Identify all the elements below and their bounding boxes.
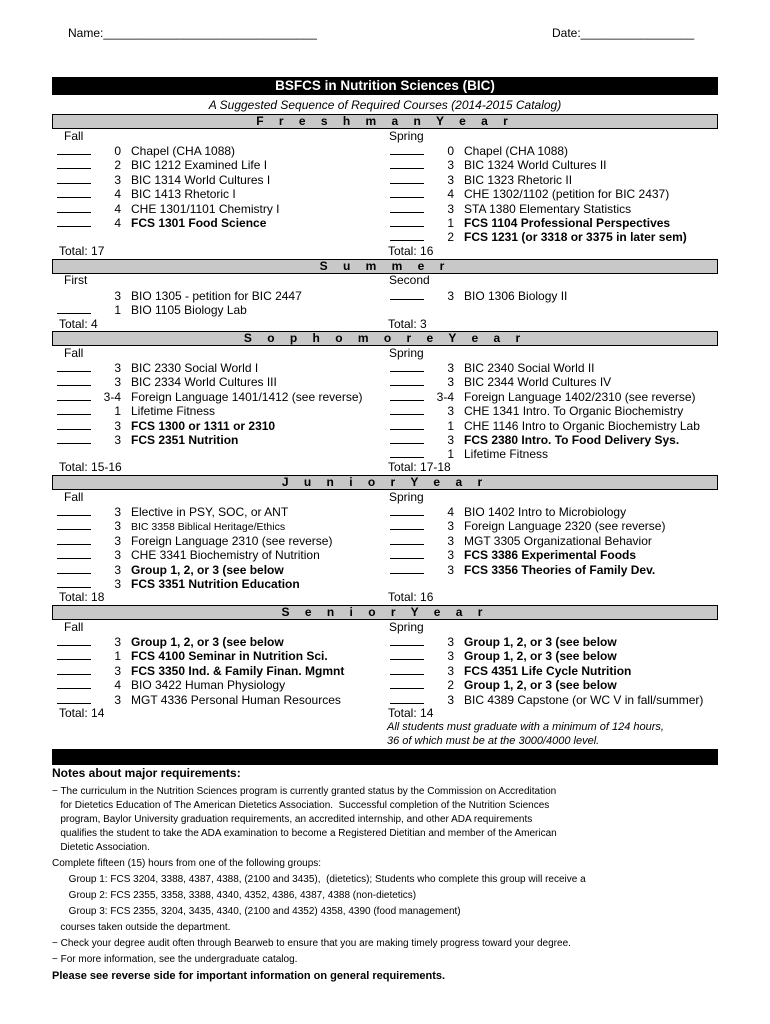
course-name: FCS 3350 Ind. & Family Finan. Mgmnt <box>131 663 345 678</box>
course-credits: 3 <box>447 361 454 375</box>
course-row <box>57 504 288 519</box>
course-row <box>390 186 669 201</box>
course-row <box>390 562 655 577</box>
course-name: BIC 2330 Social World I <box>131 361 259 375</box>
course-row <box>390 418 700 433</box>
course-name: Group 1, 2, or 3 (see below <box>464 635 617 649</box>
term-label-right: Spring <box>389 620 424 634</box>
course-check-blank[interactable] <box>57 143 91 155</box>
course-name: CHE 3341 Biochemistry of Nutrition <box>131 548 320 563</box>
course-name: BIO 1402 Intro to Microbiology <box>464 505 627 519</box>
course-row <box>57 648 328 663</box>
course-check-blank[interactable] <box>57 547 91 559</box>
notes-closing: Please see reverse side for important information on general requirements. <box>52 970 446 982</box>
course-credits: 3 <box>447 289 454 303</box>
course-row <box>390 157 607 172</box>
course-name: BIC 1324 World Cultures II <box>464 158 607 173</box>
course-check-blank[interactable] <box>390 229 424 241</box>
course-credits: 3 <box>447 533 454 548</box>
course-check-blank[interactable] <box>390 518 424 530</box>
course-check-blank[interactable] <box>390 663 424 675</box>
notes-line: for Dietetics Education of The American Dietetics Association. Successful completion of the Nutrition Sciences <box>52 800 550 811</box>
term-label-right: Spring <box>389 129 424 143</box>
course-name: BIC 1314 World Cultures I <box>131 172 271 187</box>
course-row <box>57 186 236 201</box>
course-credits: 4 <box>447 505 454 519</box>
total-right: Total: 16 <box>388 244 434 258</box>
course-row <box>57 663 344 678</box>
course-credits: 3 <box>447 663 454 678</box>
course-name: BIC 2334 World Cultures III <box>131 375 277 390</box>
course-name: BIC 1413 Rhetoric I <box>131 187 236 202</box>
course-credits: 3 <box>447 201 454 216</box>
date-field-label: Date:_________________ <box>552 26 695 40</box>
course-check-blank[interactable] <box>57 172 91 184</box>
course-check-blank[interactable] <box>390 446 424 458</box>
course-row <box>57 418 275 433</box>
course-name: BIC 2340 Social World II <box>464 361 595 375</box>
course-name: Elective in PSY, SOC, or ANT <box>131 505 289 519</box>
course-check-blank[interactable] <box>390 215 424 227</box>
course-credits: 2 <box>447 230 454 245</box>
course-row <box>390 360 595 375</box>
course-credits: 1 <box>447 447 454 462</box>
course-credits: 3 <box>447 649 454 664</box>
course-credits: 3 <box>114 418 121 433</box>
course-credits: 4 <box>447 187 454 202</box>
course-name: FCS 1300 or 1311 or 2310 <box>131 418 276 433</box>
course-name: CHE 1146 Intro to Organic Biochemistry Lab <box>464 418 700 433</box>
course-name: FCS 3351 Nutrition Education <box>131 577 300 591</box>
notes-line: courses taken outside the department. <box>52 922 231 933</box>
course-name: Chapel (CHA 1088) <box>131 144 236 158</box>
course-check-blank[interactable] <box>390 692 424 704</box>
term-label-right: Second <box>389 273 430 287</box>
course-check-blank[interactable] <box>57 418 91 430</box>
course-credits: 3-4 <box>436 389 454 404</box>
course-credits: 3 <box>114 692 121 707</box>
course-row <box>390 547 636 562</box>
course-check-blank[interactable] <box>390 201 424 213</box>
course-name: Foreign Language 2310 (see reverse) <box>131 533 333 548</box>
course-row <box>390 677 617 692</box>
course-credits: 3 <box>114 375 121 390</box>
course-name: CHE 1302/1102 (petition for BIC 2437) <box>464 187 670 202</box>
course-check-blank[interactable] <box>390 143 424 155</box>
notes-line: program, Baylor University graduation requirements, an accredited internship, and other ADA requirements <box>52 814 533 825</box>
course-row <box>57 360 258 375</box>
course-name: Group 1, 2, or 3 (see below <box>464 678 617 693</box>
course-row <box>390 229 687 244</box>
course-check-blank[interactable] <box>390 389 424 401</box>
course-row <box>390 692 703 707</box>
total-right: Total: 17-18 <box>388 460 451 474</box>
course-name: FCS 2380 Intro. To Food Delivery Sys. <box>464 433 680 447</box>
course-check-blank[interactable] <box>390 634 424 646</box>
course-row <box>390 288 567 303</box>
course-credits: 0 <box>114 144 121 158</box>
total-left: Total: 18 <box>59 590 105 604</box>
course-row <box>390 201 631 216</box>
course-credits: 3 <box>447 433 454 447</box>
course-credits: 3 <box>447 519 454 534</box>
notes-line: Group 3: FCS 2355, 3204, 3435, 4340, (2100 and 4352) 4358, 4390 (food management) <box>52 906 461 917</box>
course-credits: 3 <box>447 692 454 707</box>
course-credits: 2 <box>447 678 454 693</box>
course-check-blank[interactable] <box>57 302 91 314</box>
course-credits: 3 <box>114 562 121 577</box>
notes-line: Dietetic Association. <box>52 842 150 853</box>
course-credits: 1 <box>114 303 121 318</box>
total-right: Total: 3 <box>388 317 427 331</box>
course-check-blank[interactable] <box>57 389 91 401</box>
course-name: MGT 3305 Organizational Behavior <box>464 533 652 548</box>
course-credits: 4 <box>114 678 121 693</box>
course-check-blank[interactable] <box>57 288 91 300</box>
course-credits: 3 <box>114 505 121 519</box>
course-check-blank[interactable] <box>57 374 91 386</box>
course-row <box>57 143 235 158</box>
course-row <box>390 663 631 678</box>
course-row <box>390 143 568 158</box>
course-name: FCS 4100 Seminar in Nutrition Sci. <box>131 649 328 664</box>
notes-line: qualifies the student to take the ADA examination to become a Registered Dietitian and member of the American <box>52 828 557 839</box>
term-label-right: Spring <box>389 346 424 360</box>
course-row <box>390 374 611 389</box>
course-check-blank[interactable] <box>57 186 91 198</box>
course-credits: 1 <box>447 216 454 230</box>
course-check-blank[interactable] <box>390 418 424 430</box>
course-row <box>57 432 238 447</box>
course-name: CHE 1301/1101 Chemistry I <box>131 201 280 216</box>
course-check-blank[interactable] <box>57 692 91 704</box>
course-row <box>390 389 696 404</box>
course-check-blank[interactable] <box>390 648 424 660</box>
course-name: STA 1380 Elementary Statistics <box>464 201 632 216</box>
course-check-blank[interactable] <box>390 403 424 415</box>
course-credits: 3 <box>447 172 454 187</box>
course-check-blank[interactable] <box>57 576 91 588</box>
course-row <box>57 576 300 591</box>
term-label-left: Fall <box>64 129 84 143</box>
notes-line: Complete fifteen (15) hours from one of the following groups: <box>52 858 322 869</box>
course-credits: 3 <box>447 404 454 419</box>
notes-line: − For more information, see the undergraduate catalog. <box>52 954 298 965</box>
course-check-blank[interactable] <box>57 677 91 689</box>
course-name: BIC 4389 Capstone (or WC V in fall/summer) <box>464 692 704 707</box>
course-check-blank[interactable] <box>57 201 91 213</box>
course-row <box>390 518 665 533</box>
course-credits: 3 <box>114 519 121 534</box>
total-left: Total: 4 <box>59 317 98 331</box>
course-name: Lifetime Fitness <box>464 447 549 462</box>
course-name: BIO 3422 Human Physiology <box>131 678 286 693</box>
graduation-footnote-2: 36 of which must be at the 3000/4000 level. <box>387 735 600 747</box>
course-row <box>390 432 679 447</box>
course-name: FCS 3386 Experimental Foods <box>464 548 637 563</box>
term-label-left: First <box>64 273 88 287</box>
course-name: Group 1, 2, or 3 (see below <box>464 649 617 664</box>
course-name: Group 1, 2, or 3 (see below <box>131 635 284 649</box>
course-name: FCS 1231 (or 3318 or 3375 in later sem) <box>464 230 687 245</box>
course-check-blank[interactable] <box>390 504 424 516</box>
course-check-blank[interactable] <box>390 547 424 559</box>
course-credits: 4 <box>114 216 121 230</box>
course-name: Foreign Language 1401/1412 (see reverse) <box>131 389 363 404</box>
course-check-blank[interactable] <box>390 172 424 184</box>
course-row <box>57 374 277 389</box>
course-check-blank[interactable] <box>57 360 91 372</box>
total-left: Total: 17 <box>59 244 105 258</box>
course-row <box>390 648 617 663</box>
notes-heading: Notes about major requirements: <box>52 766 241 780</box>
course-name: FCS 3356 Theories of Family Dev. <box>464 562 656 577</box>
course-row <box>57 288 302 303</box>
course-check-blank[interactable] <box>390 288 424 300</box>
course-credits: 3 <box>114 635 121 649</box>
course-check-blank[interactable] <box>57 403 91 415</box>
course-credits: 4 <box>114 187 121 202</box>
term-label-left: Fall <box>64 490 84 504</box>
course-check-blank[interactable] <box>57 432 91 444</box>
course-row <box>57 692 341 707</box>
course-name: BIC 1212 Examined Life I <box>131 158 268 173</box>
course-check-blank[interactable] <box>390 374 424 386</box>
course-check-blank[interactable] <box>390 432 424 444</box>
course-credits: 3 <box>114 548 121 563</box>
notes-line: Group 2: FCS 2355, 3358, 3388, 4340, 4352, 4386, 4387, 4388 (non-dietetics) <box>52 890 417 901</box>
graduation-footnote-1: All students must graduate with a minimum of 124 hours, <box>387 721 664 733</box>
course-check-blank[interactable] <box>390 677 424 689</box>
course-name: FCS 4351 Life Cycle Nutrition <box>464 663 632 678</box>
term-label-left: Fall <box>64 620 84 634</box>
course-row <box>57 634 284 649</box>
page-title: BSFCS in Nutrition Sciences (BIC) <box>52 77 718 95</box>
course-credits: 3 <box>114 433 121 447</box>
course-name: FCS 2351 Nutrition <box>131 433 239 447</box>
course-credits: 3 <box>447 635 454 649</box>
course-row <box>57 403 215 418</box>
course-row <box>390 504 626 519</box>
section-bar-junior: J u n i o r Y e a r <box>52 475 718 490</box>
course-check-blank[interactable] <box>390 533 424 545</box>
course-name: BIC 2344 World Cultures IV <box>464 375 612 390</box>
course-credits: 1 <box>447 418 454 433</box>
course-row <box>57 157 267 172</box>
course-name: Foreign Language 2320 (see reverse) <box>464 519 666 534</box>
course-check-blank[interactable] <box>57 518 91 530</box>
section-bar-sophomore: S o p h o m o r e Y e a r <box>52 331 718 346</box>
course-credits: 0 <box>447 144 454 158</box>
course-check-blank[interactable] <box>57 562 91 574</box>
course-check-blank[interactable] <box>57 504 91 516</box>
course-credits: 3 <box>114 533 121 548</box>
section-bar-summer: S u m m e r <box>52 259 718 274</box>
notes-line: Group 1: FCS 3204, 3388, 4387, 4388, (2100 and 3435), (dietetics); Students who complete this group will receive a <box>52 874 586 885</box>
course-name: BIO 1105 Biology Lab <box>131 303 247 318</box>
course-credits: 3 <box>447 548 454 563</box>
total-right: Total: 16 <box>388 590 434 604</box>
course-row <box>57 215 266 230</box>
course-name: Chapel (CHA 1088) <box>464 144 569 158</box>
course-check-blank[interactable] <box>57 663 91 675</box>
course-row <box>390 172 572 187</box>
course-name: BIC 3358 Biblical Heritage/Ethics <box>131 521 286 534</box>
course-check-blank[interactable] <box>57 157 91 169</box>
course-check-blank[interactable] <box>57 215 91 227</box>
course-name: Group 1, 2, or 3 (see below <box>131 562 284 577</box>
course-name: BIO 1305 - petition for BIC 2447 <box>131 289 302 303</box>
course-credits: 3 <box>447 562 454 577</box>
course-check-blank[interactable] <box>390 562 424 574</box>
course-check-blank[interactable] <box>390 360 424 372</box>
course-check-blank[interactable] <box>57 634 91 646</box>
course-row <box>57 201 280 216</box>
course-name: Foreign Language 1402/2310 (see reverse) <box>464 389 696 404</box>
course-row <box>390 533 652 548</box>
course-name: BIC 1323 Rhetoric II <box>464 172 573 187</box>
total-left: Total: 14 <box>59 706 105 720</box>
course-credits: 3 <box>447 158 454 173</box>
course-check-blank[interactable] <box>390 157 424 169</box>
course-check-blank[interactable] <box>390 186 424 198</box>
notes-line: − Check your degree audit often through Bearweb to ensure that you are making timely progress toward your degree. <box>52 938 571 949</box>
course-credits: 4 <box>114 201 121 216</box>
term-label-left: Fall <box>64 346 84 360</box>
section-bar-senior: S e n i o r Y e a r <box>52 605 718 620</box>
course-row <box>57 389 363 404</box>
course-row <box>390 634 617 649</box>
course-name: FCS 1104 Professional Perspectives <box>464 216 671 230</box>
course-credits: 3-4 <box>103 389 121 404</box>
section-divider <box>52 749 718 765</box>
course-name: Lifetime Fitness <box>131 404 216 419</box>
course-name: CHE 1341 Intro. To Organic Biochemistry <box>464 404 684 419</box>
total-left: Total: 15-16 <box>59 460 122 474</box>
course-credits: 3 <box>114 577 121 591</box>
course-row <box>57 677 285 692</box>
notes-line: − The curriculum in the Nutrition Sciences program is currently granted status by the Commission on Accreditation <box>52 786 557 797</box>
course-row <box>57 533 332 548</box>
page-subtitle: A Suggested Sequence of Required Courses (2014-2015 Catalog) <box>208 98 562 112</box>
course-name: FCS 1301 Food Science <box>131 216 267 230</box>
course-row <box>390 403 683 418</box>
course-check-blank[interactable] <box>57 533 91 545</box>
course-row <box>390 215 670 230</box>
course-credits: 3 <box>447 375 454 390</box>
course-row <box>57 172 270 187</box>
course-credits: 3 <box>114 172 121 187</box>
total-right: Total: 14 <box>388 706 434 720</box>
course-row <box>57 562 284 577</box>
course-credits: 1 <box>114 649 121 664</box>
course-credits: 3 <box>114 663 121 678</box>
course-credits: 1 <box>114 404 121 419</box>
course-name: BIO 1306 Biology II <box>464 289 568 303</box>
course-name: MGT 4336 Personal Human Resources <box>131 692 341 707</box>
course-row <box>57 302 247 317</box>
course-credits: 3 <box>114 361 121 375</box>
name-field-label: Name:________________________________ <box>68 26 317 40</box>
course-row <box>57 547 320 562</box>
term-label-right: Spring <box>389 490 424 504</box>
section-bar-freshman: F r e s h m a n Y e a r <box>52 114 718 129</box>
course-check-blank[interactable] <box>57 648 91 660</box>
course-credits: 3 <box>114 289 121 303</box>
course-credits: 2 <box>114 158 121 173</box>
